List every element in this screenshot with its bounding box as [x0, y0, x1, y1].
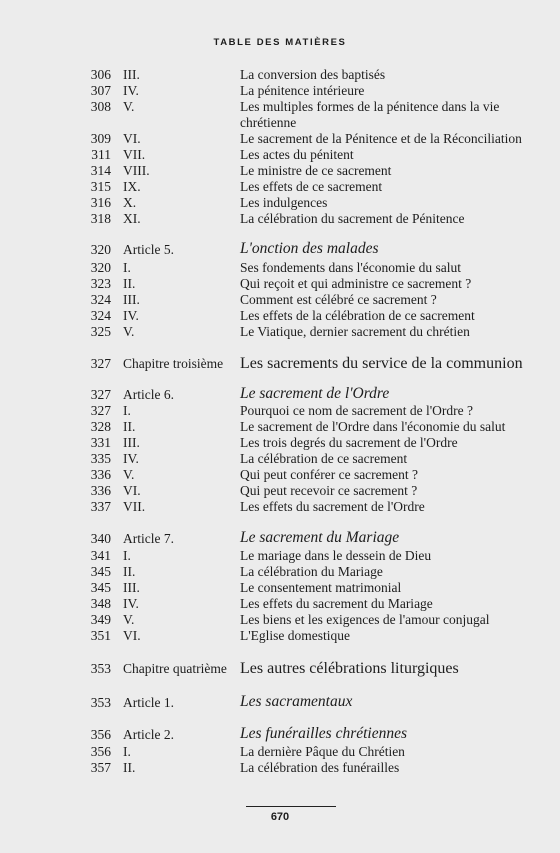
toc-entry-paragraph-number: 327: [90, 403, 111, 418]
toc-entry-paragraph-number: 336: [90, 467, 111, 482]
toc-entry-section-mark: Article 2.: [123, 727, 174, 742]
toc-entry-paragraph-number: 345: [90, 580, 111, 595]
toc-entry-paragraph-number: 356: [90, 727, 111, 742]
toc-entry-paragraph-number: 311: [91, 147, 111, 162]
toc-entry-title: La conversion des baptisés: [240, 67, 386, 82]
toc-entry-title: Les biens et les exigences de l'amour conjugal: [240, 612, 490, 627]
toc-entry-section-mark: Article 1.: [123, 695, 174, 710]
toc-entry-section-mark: I.: [123, 403, 131, 418]
toc-entry-title: Les multiples formes de la pénitence dans la vie: [240, 99, 500, 114]
toc-entry-section-mark: II.: [123, 760, 136, 775]
toc-entry-paragraph-number: 348: [90, 596, 111, 611]
toc-entry-title: Le ministre de ce sacrement: [240, 163, 392, 178]
toc-entry-section-mark: V.: [123, 612, 135, 627]
toc-entry-title: Ses fondements dans l'économie du salut: [240, 260, 462, 275]
toc-entry-paragraph-number: 316: [90, 195, 111, 210]
toc-entry-section-mark: Chapitre quatrième: [123, 661, 227, 676]
footer-rule: [246, 806, 336, 807]
toc-entry-section-mark: II.: [123, 276, 136, 291]
toc-entry-paragraph-number: 315: [90, 179, 111, 194]
toc-entry-section-mark: Article 7.: [123, 531, 174, 546]
toc-entry-title: Les effets du sacrement de l'Ordre: [240, 499, 425, 514]
toc-entry-paragraph-number: 307: [90, 83, 111, 98]
toc-entry-paragraph-number: 327: [90, 356, 111, 371]
toc-entry-title: Le sacrement de l'Ordre: [240, 385, 390, 402]
toc-entry-section-mark: III.: [123, 435, 140, 450]
toc-entry-paragraph-number: 314: [90, 163, 111, 178]
toc-entry-paragraph-number: 318: [90, 211, 111, 226]
toc-entry-section-mark: I.: [123, 260, 131, 275]
toc-entry-title: Le sacrement de l'Ordre dans l'économie du salut: [240, 419, 506, 434]
toc-entry-section-mark: VI.: [123, 628, 141, 643]
toc-entry-paragraph-number: 353: [90, 661, 111, 676]
toc-entry-title: Le sacrement de la Pénitence et de la Réconciliation: [240, 131, 522, 146]
toc-entry-section-mark: IV.: [123, 308, 139, 323]
toc-entry-title: Comment est célébré ce sacrement ?: [240, 292, 437, 307]
toc-entry-title: L'onction des malades: [240, 240, 379, 257]
toc-entry-section-mark: II.: [123, 419, 136, 434]
toc-entry-section-mark: VIII.: [123, 163, 150, 178]
toc-entry-paragraph-number: 323: [90, 276, 111, 291]
toc-entry-title: Les trois degrés du sacrement de l'Ordre: [240, 435, 458, 450]
toc-entry-paragraph-number: 324: [90, 308, 111, 323]
toc-entry-title: Les effets de la célébration de ce sacrement: [240, 308, 475, 323]
toc-entry-paragraph-number: 345: [90, 564, 111, 579]
toc-entry-paragraph-number: 335: [90, 451, 111, 466]
toc-entry-section-mark: V.: [123, 99, 135, 114]
toc-entry-title: Qui peut recevoir ce sacrement ?: [240, 483, 418, 498]
toc-entry-title: Les indulgences: [240, 195, 328, 210]
toc-entry-section-mark: VII.: [123, 147, 146, 162]
toc-entry-section-mark: Chapitre troisième: [123, 356, 224, 371]
toc-entry-paragraph-number: 320: [90, 242, 111, 257]
toc-entry-title: Les effets de ce sacrement: [240, 179, 383, 194]
toc-entry-paragraph-number: 340: [90, 531, 111, 546]
toc-entry-title: La célébration de ce sacrement: [240, 451, 408, 466]
toc-entry-section-mark: IV.: [123, 83, 139, 98]
toc-entry-title: La célébration du sacrement de Pénitence: [240, 211, 465, 226]
toc-entry-title: Le sacrement du Mariage: [240, 529, 400, 546]
toc-entry-title: La pénitence intérieure: [240, 83, 365, 98]
toc-entry-title: Les effets du sacrement du Mariage: [240, 596, 433, 611]
toc-entry-section-mark: III.: [123, 67, 140, 82]
toc-entry-title: Les sacramentaux: [240, 693, 353, 710]
toc-entry-section-mark: VI.: [123, 131, 141, 146]
toc-entry-section-mark: I.: [123, 744, 131, 759]
toc-entry-section-mark: XI.: [123, 211, 141, 226]
toc-entry-paragraph-number: 325: [90, 324, 111, 339]
toc-entry-title: Les actes du pénitent: [240, 147, 354, 162]
toc-entry-title: Les autres célébrations liturgiques: [240, 660, 459, 677]
toc-entry-section-mark: IV.: [123, 596, 139, 611]
toc-entry-paragraph-number: 309: [90, 131, 111, 146]
toc-entry-section-mark: III.: [123, 580, 140, 595]
toc-entry-section-mark: II.: [123, 564, 136, 579]
toc-entry-title: La célébration des funérailles: [240, 760, 400, 775]
toc-entry-paragraph-number: 308: [90, 99, 111, 114]
toc-entry-section-mark: V.: [123, 324, 135, 339]
toc-entry-section-mark: I.: [123, 548, 131, 563]
toc-entry-title: Le consentement matrimonial: [240, 580, 402, 595]
toc-entry-paragraph-number: 356: [90, 744, 111, 759]
toc-entry-paragraph-number: 341: [90, 548, 111, 563]
toc-entry-title-continuation: chrétienne: [240, 115, 297, 130]
toc-entry-title: La dernière Pâque du Chrétien: [240, 744, 405, 759]
toc-entry-paragraph-number: 320: [90, 260, 111, 275]
toc-entry-title: Qui peut conférer ce sacrement ?: [240, 467, 419, 482]
toc-entry-paragraph-number: 328: [90, 419, 111, 434]
toc-entry-title: Les funérailles chrétiennes: [240, 725, 408, 742]
page-number: 670: [270, 811, 290, 823]
toc-entry-section-mark: X.: [123, 195, 137, 210]
toc-entry-section-mark: IX.: [123, 179, 141, 194]
toc-entry-paragraph-number: 357: [90, 760, 111, 775]
toc-entry-section-mark: Article 6.: [123, 387, 174, 402]
toc-entry-paragraph-number: 324: [90, 292, 111, 307]
toc-entry-paragraph-number: 353: [90, 695, 111, 710]
toc-entry-paragraph-number: 351: [90, 628, 111, 643]
toc-entry-section-mark: V.: [123, 467, 135, 482]
toc-entry-title: Pourquoi ce nom de sacrement de l'Ordre ?: [240, 403, 473, 418]
page-header: TABLE DES MATIÈRES: [213, 37, 347, 48]
toc-entry-paragraph-number: 306: [90, 67, 111, 82]
toc-entry-paragraph-number: 327: [90, 387, 111, 402]
toc-entry-title: L'Eglise domestique: [240, 628, 351, 643]
toc-entry-paragraph-number: 349: [90, 612, 111, 627]
toc-entry-title: Qui reçoit et qui administre ce sacrement ?: [240, 276, 472, 291]
toc-entry-paragraph-number: 336: [90, 483, 111, 498]
toc-entry-section-mark: IV.: [123, 451, 139, 466]
toc-entry-section-mark: VI.: [123, 483, 141, 498]
toc-entry-title: Le mariage dans le dessein de Dieu: [240, 548, 432, 563]
toc-entry-paragraph-number: 337: [90, 499, 111, 514]
toc-entry-title: Le Viatique, dernier sacrement du chrétien: [240, 324, 470, 339]
toc-entry-paragraph-number: 331: [90, 435, 111, 450]
toc-entry-section-mark: III.: [123, 292, 140, 307]
toc-entry-title: Les sacrements du service de la communion: [240, 355, 523, 372]
toc-entry-section-mark: VII.: [123, 499, 146, 514]
toc-entry-title: La célébration du Mariage: [240, 564, 383, 579]
toc-entry-section-mark: Article 5.: [123, 242, 174, 257]
